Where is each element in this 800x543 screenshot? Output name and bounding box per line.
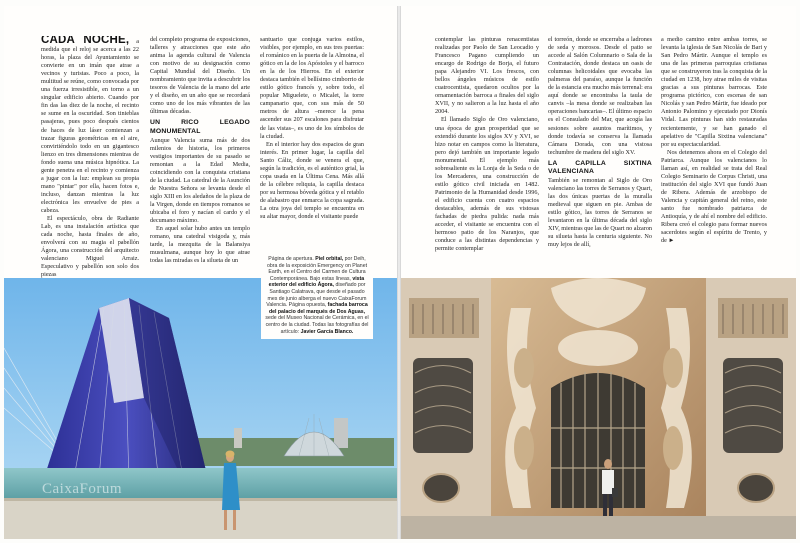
subhead-legado: UN RICO LEGADO MONUMENTAL [150, 119, 250, 135]
right-column-1 [435, 36, 539, 280]
subhead-capilla-sixtina: LA CAPILLA SIXTINA VALENCIANA [548, 159, 652, 175]
right-col2-text-1: el torreón, donde se encerraba a ladrones de seda y morosos. Desde el patio se accede al Salón Columnario o Sala de la Contratación, donde destaca un oasis de columnas helicoidales que evocaba las palmeras del paraíso, aunque la función de la estancia era mucho más terrenal: era aquí donde se encontraba la taula de canvis –la mesa donde se realizaban las operaciones bancarias–. El último espacio es el Consulado del Mar, que acogía las sesiones sobre asuntos marítimos, y donde todavía se conserva la llamada Cámara Dorada, con una vistosa techumbre de madera del siglo XV. [548, 36, 652, 156]
left-column-1 [41, 36, 139, 280]
palacio-dos-aguas-photo [401, 278, 796, 539]
left-col1-text-1: a medida que el reloj se acerca a las 22 horas, la plaza del Ayuntamiento se convierte en un imán que atrae a vecinos y turistas. Poco a poco, la multitud se reúne, como convocada por una fuerza irresistible, en torno a un singular edificio abierto. Cuando por fin das las diez de la noche, el recinto se sume en la oscuridad. Son tinieblas pasajeras, pues poco después cientos de haces de luz láser comienzan a trazar figuras geométricas en el aire, convirtiéndolo todo en un gigantesco lienzo en tres dimensiones mientras de fondo suena una música hipnótica. La gente penetra en el recinto y comienza a jugar con la luz: emplean su propia mano "pintar" por ella, hacen fotos e, incluso, danzan mientras la luz electrónica les envuelve de pies a cabeza. [41, 38, 139, 214]
right-col3-text-1: a medio camino entre ambas torres, se levanta la iglesia de San Nicolás de Bari y San Pedro Mártir. Aunque el templo es una de las primeras parroquias cristianas que se construyeron tras la conquista de la ciudad en 1238, hoy atrae miles de visitas gracias a sus pinturas barrocas. Este programa pictórico, con escenas de san Nicolás y san Pedro Mártir, fue ideado por Antonio Palomino y ejecutado por Dionís Vidal. Las pinturas han sido restauradas recientemente, y se han ganado el apelativo de "Capilla Sixtina valenciana" por su espectacularidad. [661, 36, 767, 148]
right-col1-text-1: contemplar las pinturas renacentistas realizadas por Paolo de San Leocadio y Francesco Pagano cumpliendo un encargo de Rodrigo de Borja, el futuro papa Alejandro VI. Los frescos, con bellos ángeles músicos de estilo cuatrocentista, quedaron ocultos por la ornamentación barroca a finales del siglo XVII, y no salieron a la luz hasta el año 2004. [435, 36, 539, 116]
right-page [401, 6, 796, 539]
right-col3-text-2: Nos detenemos ahora en el Colegio del Patriarca. Aunque los valencianos lo llaman así, en realidad se trata del Real Colegio Seminario de Corpus Christi, una institución del siglo XVI que fundó Juan de Ribera. Además de arzobispo de Valencia y capitán general del reino, este santo fue nombrado patriarca de Antioquía, y de ahí el nombre del edificio. Ribera creó el colegio para formar nuevos sacerdotes según el espíritu de Trento, y de [661, 148, 767, 245]
lead-in: CADA NOCHE, [41, 36, 130, 46]
left-column-3 [260, 36, 364, 251]
facade-photo-svg [401, 278, 796, 539]
right-col2-text-2: También se remontan al Siglo de Oro valenciano las torres de Serranos y Quart, las dos únicas puertas de la muralla medieval que siguen en pie. Ambas de estilo gótico, las torres de Serranos se levantaron en la última década del siglo XIV, mientras que las de Quart no alzaron su silueta hasta la centuria siguiente. No muy lejos de allí, [548, 176, 652, 249]
left-page [4, 6, 397, 539]
left-col3-text-2: En el interior hay dos espacios de gran interés. En primer lugar, la capilla del Santo Cáliz, donde se venera el que, según la tradición, es el auténtico grial, la copa usada en la Última Cena. Más allá de la célebre reliquia, la capilla destaca por su hermosa bóveda gótica y el retablo de alabastro que enmarca la copa sagrada. La otra joya del templo se encuentra en su altar mayor, donde el visitante puede [260, 140, 364, 221]
right-column-2 [548, 36, 652, 280]
photo-caption: Página de apertura. Piel orbital, por Deih, obra de la exposición Emergency on Planet Earth, en el Centro del Carmen de Cultura Contemporánea. Bajo estas líneas, vista exterior del edificio Ágora, diseñado por Santiago Calatrava, que desde el pasado mes de junio alberga el nuevo CaixaForum Valencia. Página opuesta, fachada barroca del palacio del marqués de Dos Aguas, sede del Museo Nacional de Cerámica, en el centro de la ciudad. Todas las fotografías del artículo: Javier García Blanco. [261, 253, 373, 339]
right-col1-text-2: El llamado Siglo de Oro valenciano, una época de gran prosperidad que se extendió durante los siglos XV y XVI, se hizo notar en campos como la literatura, pero dejó también un importante legado monumental. El ejemplo más sobresaliente es la Lonja de la Seda o de los Mercaderes, una construcción de estilo gótico civil iniciada en 1482. Patrimonio de la Humanidad desde 1996, el edificio cuenta con cuatro espacios destacables, además de sus vistosas fachadas de piedra pulida: nada más acceder, el visitante se encuentra con el hermoso patio de los Naranjos, que conduce a las distintas dependencias y permite contemplar [435, 116, 539, 253]
left-col3-text-1: santuario que conjuga varios estilos, visibles, por ejemplo, en sus tres puertas: el románico en la puerta de la Almoina, el gótico en la de los Apóstoles y el barroco en la de los Hierros. En el exterior destaca también el bellísimo cimborrio de estilo gótico francés y, sobre todo, el popular Miguelete, o Micalet, la torre campanario que, con sus más de 50 metros de altura –merece la pena ascender sus 207 escalones para disfrutar de las vistas–, es uno de los símbolos de la ciudad. [260, 36, 364, 140]
left-col2-text-2: Aunque Valencia suma más de dos milenios de historia, los primeros vestigios importantes de su pasado se remontan a la Edad Media, coincidiendo con la conquista cristiana de la ciudad. La catedral de la Asunción de Nuestra Señora se levanta desde el siglo XIII en los aledaños de la plaza de la Virgen, donde en tiempos romanos se ubicaba el foro y nacían el cardo y el decumano máximo. [150, 136, 250, 225]
continue-arrow: ► [668, 237, 675, 245]
right-column-3 [661, 36, 767, 280]
left-col2-text-3: En aquel solar hubo antes un templo romano, una catedral visigoda y, más tarde, la mezquita de la Balansiya musulmana, aunque hoy lo que atrae todas las miradas es la silueta de un [150, 225, 250, 265]
caixaforum-watermark: CaixaForum [42, 481, 122, 497]
left-col2-text-1: del completo programa de exposiciones, talleres y atracciones que este año anima la agenda cultural de Valencia con motivo de su designación como Capital Mundial del Diseño. Un nombramiento que invita a descubrir los tesoros de Valencia de la mano del arte y el diseño, en un año que se recordará como uno de los más vibrantes de las últimas décadas. [150, 36, 250, 116]
left-column-2 [150, 36, 250, 280]
left-col1-text-2: El espectáculo, obra de Radiante Lab, es una instalación artística que cada noche, hasta finales de año, envolverá con su magia el pabellón Ágora, una construcción del arquitecto valenciano Miguel Arraiz. Especulativo y pabellón son solo dos piezas [41, 215, 139, 279]
